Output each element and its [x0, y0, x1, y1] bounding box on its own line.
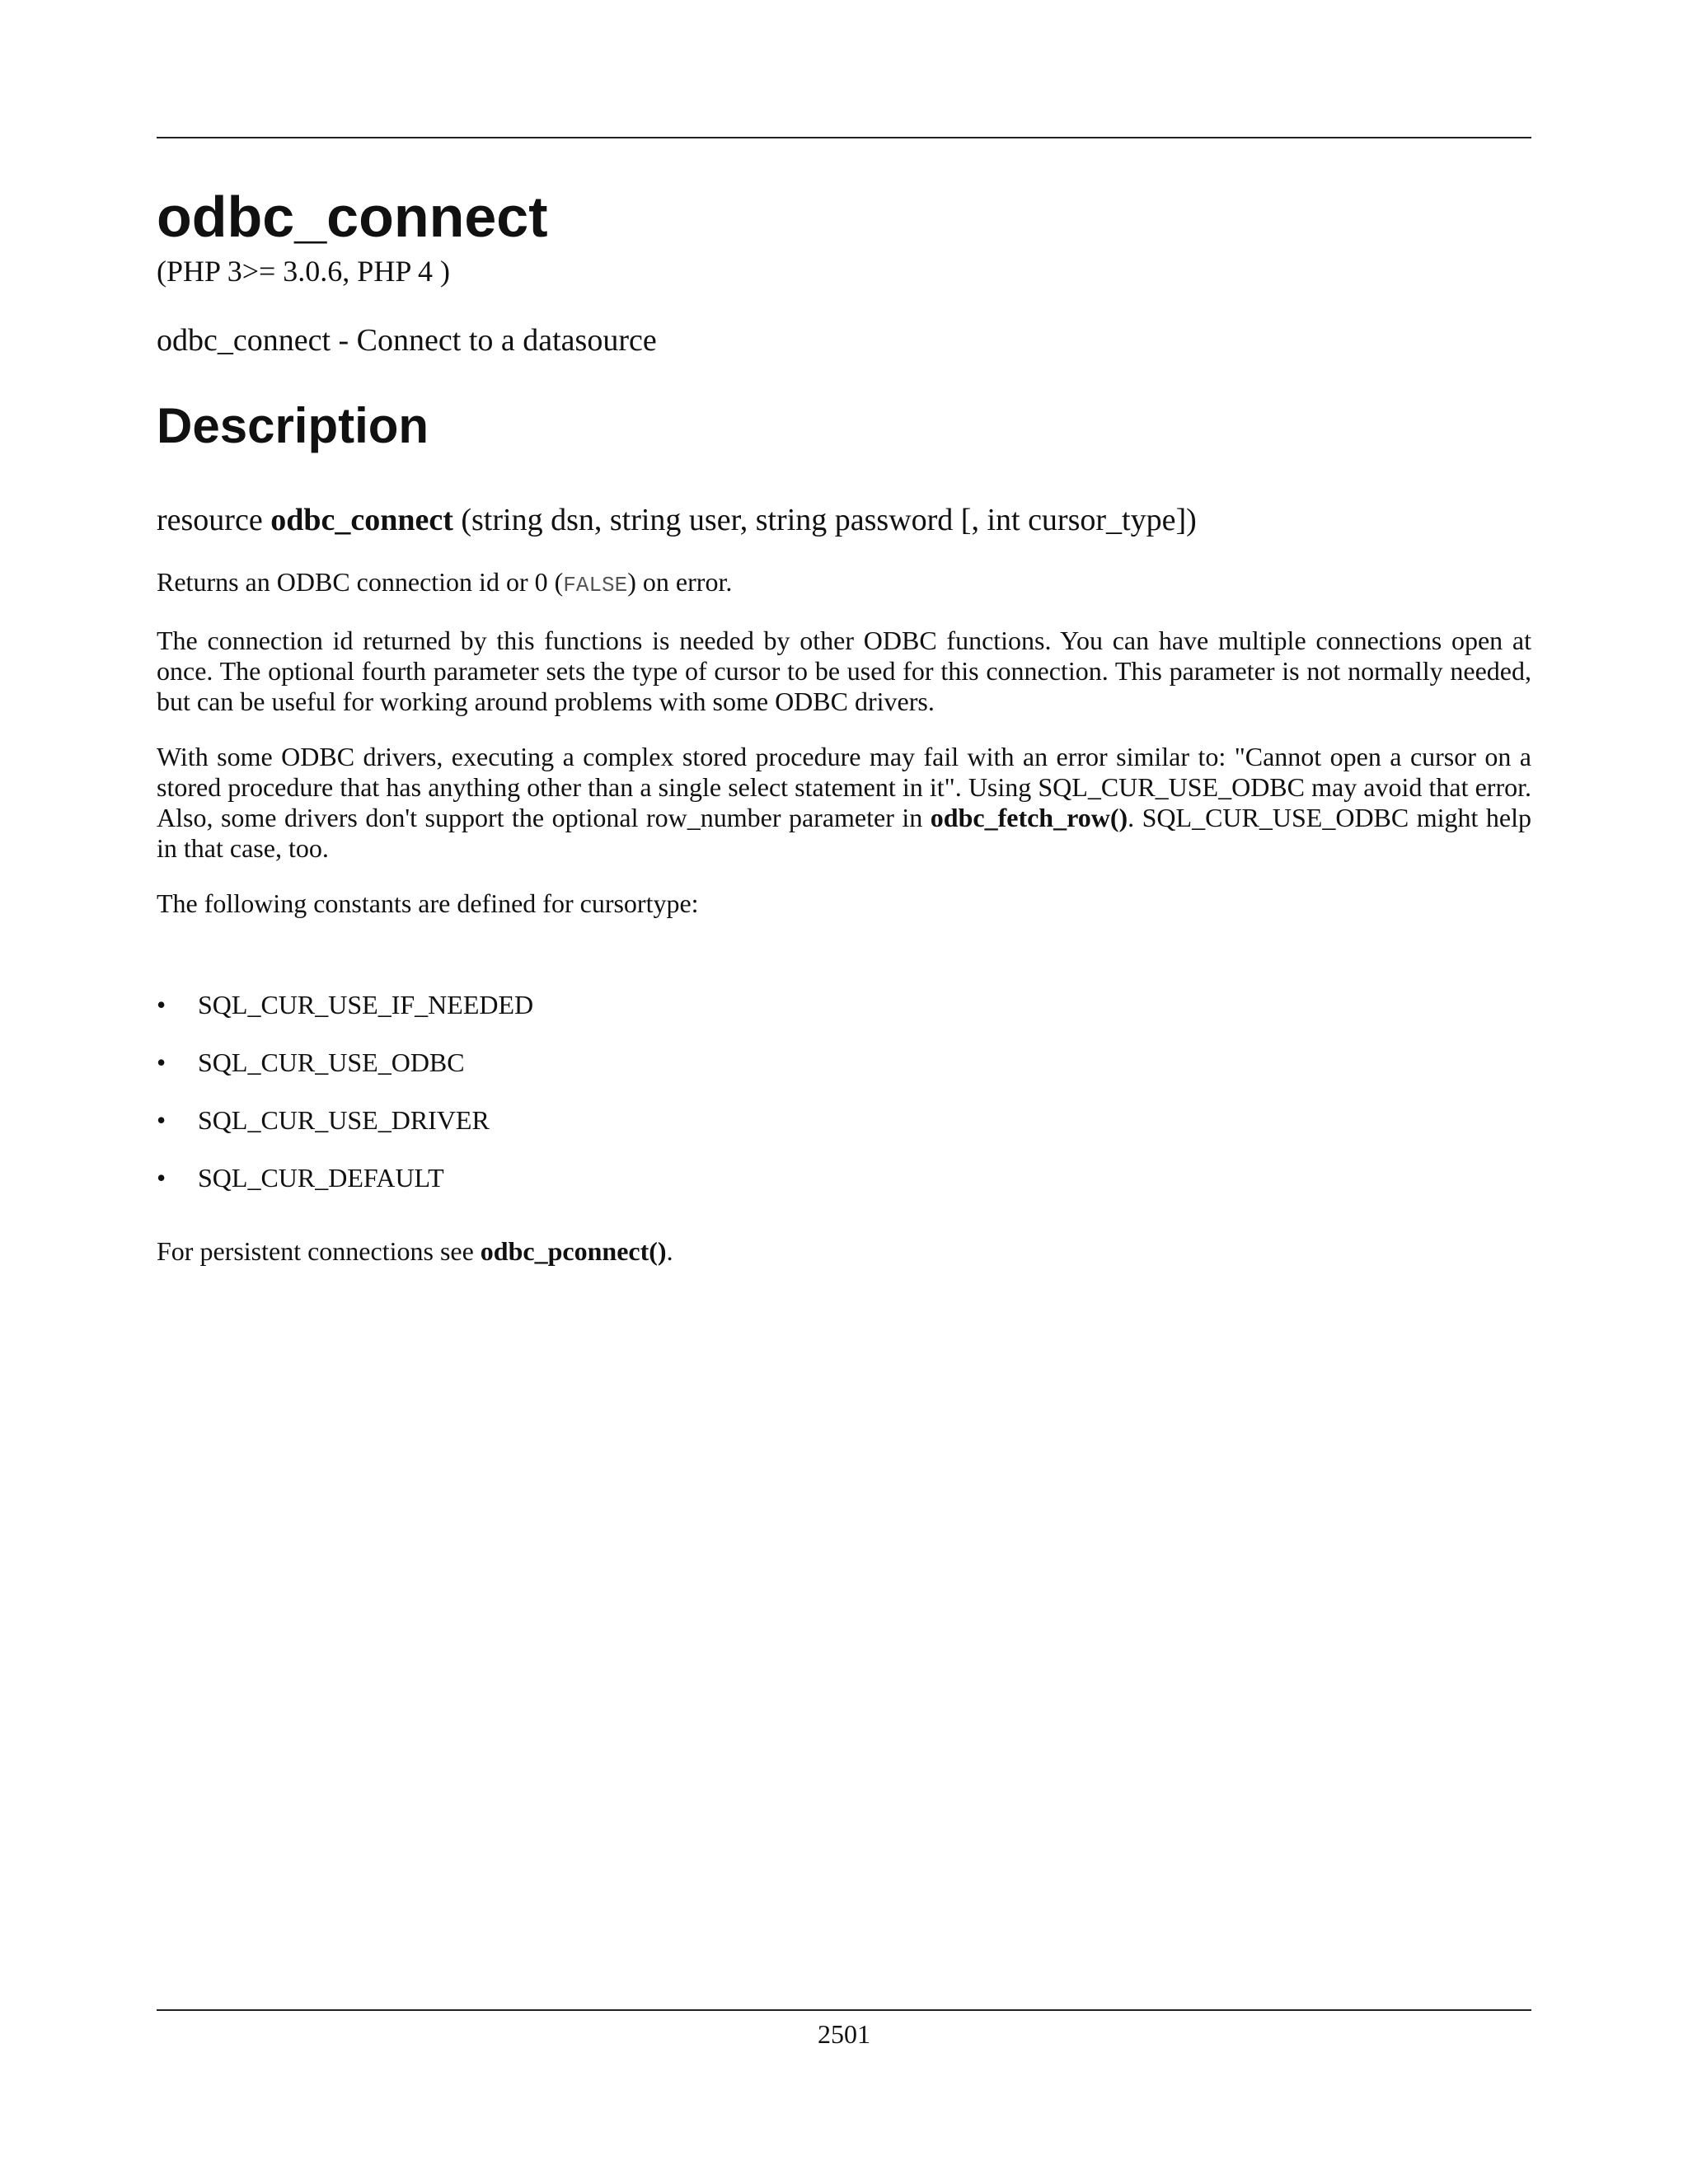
returns-text-after: ) on error.: [627, 567, 733, 598]
stored-procedure-text-after: . SQL_CUR_USE_ODBC might help in that case, too.: [157, 803, 1532, 864]
function-params: (string dsn, string user, string password [, int cursor_type]): [461, 502, 1197, 537]
constant-name: SQL_CUR_USE_DRIVER: [198, 1105, 490, 1136]
document-body: [157, 185, 1532, 1267]
persistent-text-before: For persistent connections see: [157, 1236, 481, 1267]
constant-name: SQL_CUR_USE_ODBC: [198, 1047, 465, 1078]
section-heading: Description: [157, 397, 429, 453]
constants-intro: The following constants are defined for cursortype:: [157, 888, 699, 919]
page-title: odbc_connect: [157, 185, 548, 249]
function-synopsis: [157, 502, 1531, 540]
constant-name: SQL_CUR_DEFAULT: [198, 1163, 444, 1193]
list-item: [157, 1163, 1531, 1193]
bullet-icon: •: [157, 1163, 166, 1193]
constants-list: [157, 990, 1531, 1193]
function-purpose: odbc_connect - Connect to a datasource: [157, 323, 657, 359]
list-item: [157, 1047, 1531, 1078]
bullet-icon: •: [157, 1105, 166, 1136]
false-constant: FALSE: [563, 573, 628, 598]
connection-id-paragraph: The connection id returned by this functions is needed by other ODBC functions. You can have multiple connections open at once. The optional fourth parameter sets the type of cursor to be used for this connection. This parameter is not normally needed, but can be useful for working around problems with some ODBC drivers.: [157, 626, 1531, 717]
stored-procedure-paragraph: [157, 742, 1531, 864]
header-rule: [157, 137, 1531, 138]
page-number: 2501: [818, 2019, 870, 2049]
list-item: [157, 990, 1531, 1020]
bullet-icon: •: [157, 1047, 166, 1078]
function-name: odbc_connect: [270, 502, 453, 537]
list-item: [157, 1105, 1531, 1136]
returns-paragraph: [157, 567, 1531, 601]
stored-procedure-text-before: With some ODBC drivers, executing a complex stored procedure may fail with an error similar to: "Cannot open a cursor on a stored procedure that has anything other than a single select statement in it". Using SQL_CUR_USE_ODBC may avoid that error. Also, some drivers don't support the optional row_number parameter in: [157, 742, 1531, 833]
persistent-paragraph: [157, 1236, 1531, 1267]
returns-text-before: Returns an ODBC connection id or 0 (: [157, 567, 564, 598]
bullet-icon: •: [157, 990, 166, 1020]
constant-name: SQL_CUR_USE_IF_NEEDED: [198, 990, 534, 1020]
odbc-pconnect-link[interactable]: odbc_pconnect(): [480, 1236, 667, 1267]
odbc-fetch-row-link[interactable]: odbc_fetch_row(): [930, 803, 1128, 833]
return-type: resource: [157, 502, 263, 537]
persistent-text-after: .: [666, 1236, 673, 1267]
version-info: (PHP 3>= 3.0.6, PHP 4 ): [157, 255, 450, 288]
